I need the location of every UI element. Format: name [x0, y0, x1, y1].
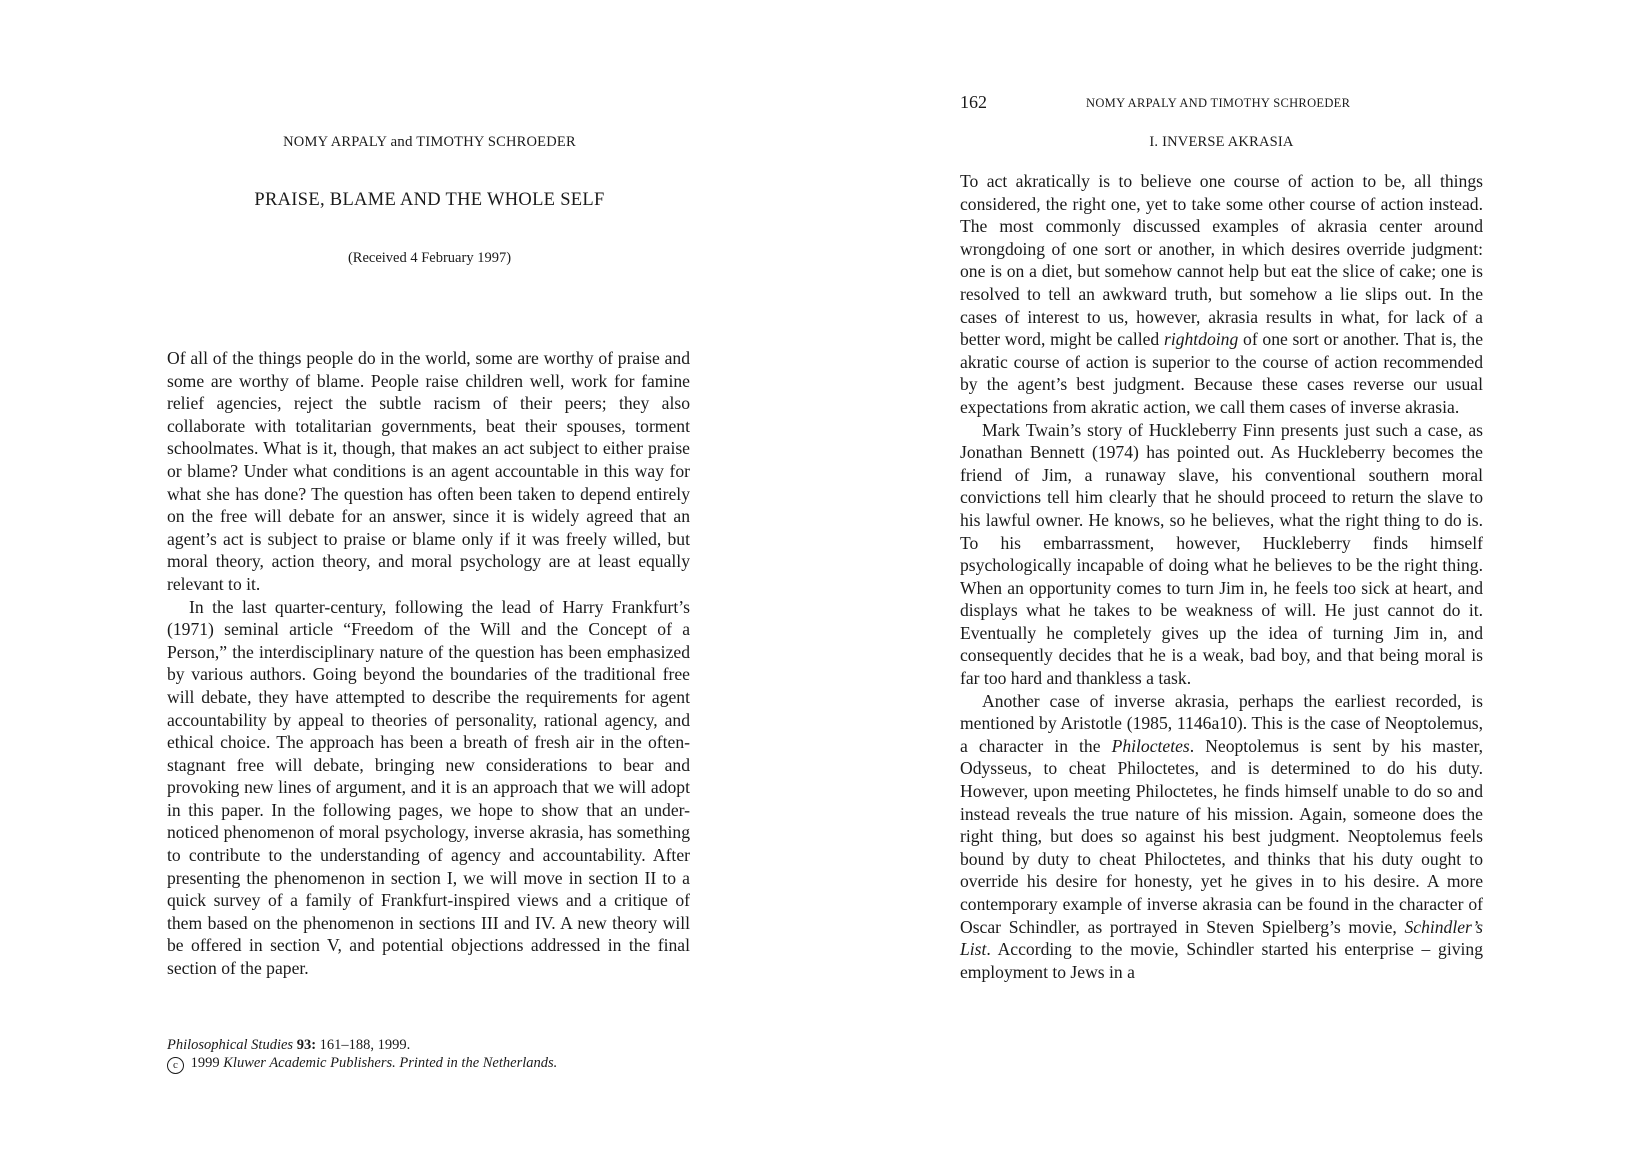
page-number: 162 [960, 92, 987, 112]
journal-pages: 161–188, 1999. [319, 1037, 411, 1053]
journal-footer [167, 1036, 557, 1074]
author-2: TIMOTHY SCHROEDER [416, 134, 576, 150]
running-title: NOMY ARPALY AND TIMOTHY SCHROEDER [1086, 96, 1351, 110]
copyright-year: 1999 [190, 1055, 220, 1071]
text-run: To act akratically is to believe one course of action to be, all things considered, the right one, yet to take some other course of action instead. The most commonly discussed examples of akrasia center around wrongdoing of one sort or another, in which desires override judgment: one is on a diet, but somehow cannot help but eat the slice of cake; one is resolved to tell an awkward truth, but somehow a lie slips out. In the cases of interest to us, however, akrasia results in what, for lack of a better word, might be called [960, 171, 1483, 350]
italic-title: Philoctetes [1111, 735, 1190, 756]
authors-and: and [390, 134, 413, 150]
citation-line [167, 1036, 557, 1054]
paragraph-huckleberry: Mark Twain’s story of Huckleberry Finn presents just such a case, as Jonathan Bennett (1974) has pointed out. As Huckleberry becomes the friend of Jim, a runaway slave, his conventional southern moral convictions tell him clearly that he should proceed to return the slave to his lawful owner. He knows, so he believes, what the right thing to do is. To his embarrassment, however, Huckleberry finds himself psychologically incapable of doing what he believes to be the right thing. When an opportunity comes to turn Jim in, he feels too sick at heart, and displays what he takes to be weakness of will. He just cannot do it. Eventually he completely gives up the idea of turning Jim in, and consequently decides that he is a weak, bad boy, and that being moral is far too hard and thankless a task. [960, 419, 1483, 689]
text-run: Another case of inverse akrasia, perhaps the earliest recorded, is mentioned by Aristotle (1985, 1146a10). This is the case of Neoptolemus, a character in the [960, 690, 1483, 756]
text-run: . According to the movie, Schindler started his enterprise – giving employment to Jews in a [960, 939, 1483, 982]
received-date: (Received 4 February 1997) [347, 250, 512, 266]
paragraph-1: Of all of the things people do in the world, some are worthy of praise and some are worthy of blame. People raise children well, work for famine relief agencies, reject the subtle racism of their peers; they also collaborate with totalitarian governments, beat their spouses, torment schoolmates. What is it, though, that makes an act subject to either praise or blame? Under what conditions is an agent accountable in this way for what she has done? The question has often been taken to depend entirely on the free will debate for an answer, since it is widely agreed that an agent’s act is subject to praise or blame only if it was freely willed, but moral theory, action theory, and moral psychology are at least equally relevant to it. [167, 348, 690, 594]
printed-location: Printed in the Netherlands. [399, 1055, 558, 1071]
author-1: NOMY ARPALY [283, 134, 387, 150]
publisher-name: Kluwer Academic Publishers. [223, 1055, 396, 1071]
left-body-text [167, 347, 690, 980]
right-page [825, 0, 1650, 1165]
journal-volume: 93: [296, 1037, 317, 1053]
journal-name: Philosophical Studies [167, 1037, 294, 1053]
copyright-line [167, 1054, 557, 1074]
article-authors [167, 134, 692, 151]
section-heading: I. INVERSE AKRASIA [1149, 134, 1294, 150]
text-run: of one sort or another. That is, the akratic course of action is superior to the course of action recommended by the agent’s best judgment. Because these cases reverse our usual expectations from akratic action, we call them cases of inverse akrasia. [960, 329, 1483, 417]
italic-title: Schindler’s List [960, 916, 1483, 960]
italic-term: rightdoing [1163, 329, 1239, 350]
article-title: PRAISE, BLAME AND THE WHOLE SELF [254, 190, 605, 210]
right-body-text [960, 170, 1483, 983]
paragraph-akrasia-definition [960, 170, 1483, 419]
copyright-icon: c [167, 1057, 184, 1074]
text-run: . Neoptolemus is sent by his master, Odysseus, to cheat Philoctetes, and is determined to do his duty. However, upon meeting Philoctetes, he finds himself unable to do so and instead reveals the true nature of his mission. Again, someone does the right thing, but does so against his best judgment. Neoptolemus feels bound by duty to cheat Philoctetes, and thinks that his duty ought to override his desire for honesty, yet he gives in to his desire. A more contemporary example of inverse akrasia can be found in the character of Oscar Schindler, as portrayed in Steven Spielberg’s movie, [960, 735, 1483, 937]
paragraph-2: In the last quarter-century, following the lead of Harry Frankfurt’s (1971) seminal article “Freedom of the Will and the Concept of a Person,” the interdisciplinary nature of the question has been emphasized by various authors. Going beyond the boundaries of the traditional free will debate, they have attempted to describe the requirements for agent accountability by appeal to theories of personality, rational agency, and ethical choice. The approach has been a breath of fresh air in the often-stagnant free will debate, bringing new considerations to bear and provoking new lines of argument, and it is an approach that we will adopt in this paper. In the following pages, we hope to show that an under-noticed phenomenon of moral psychology, inverse akrasia, has something to contribute to the understanding of agency and accountability. After presenting the phenomenon in section I, we will move in section II to a quick survey of a family of Frankfurt-inspired views and a critique of them based on the phenomenon in sections III and IV. A new theory will be offered in section V, and potential objections addressed in the final section of the paper. [167, 596, 690, 979]
paragraph-neoptolemus [960, 690, 1483, 984]
